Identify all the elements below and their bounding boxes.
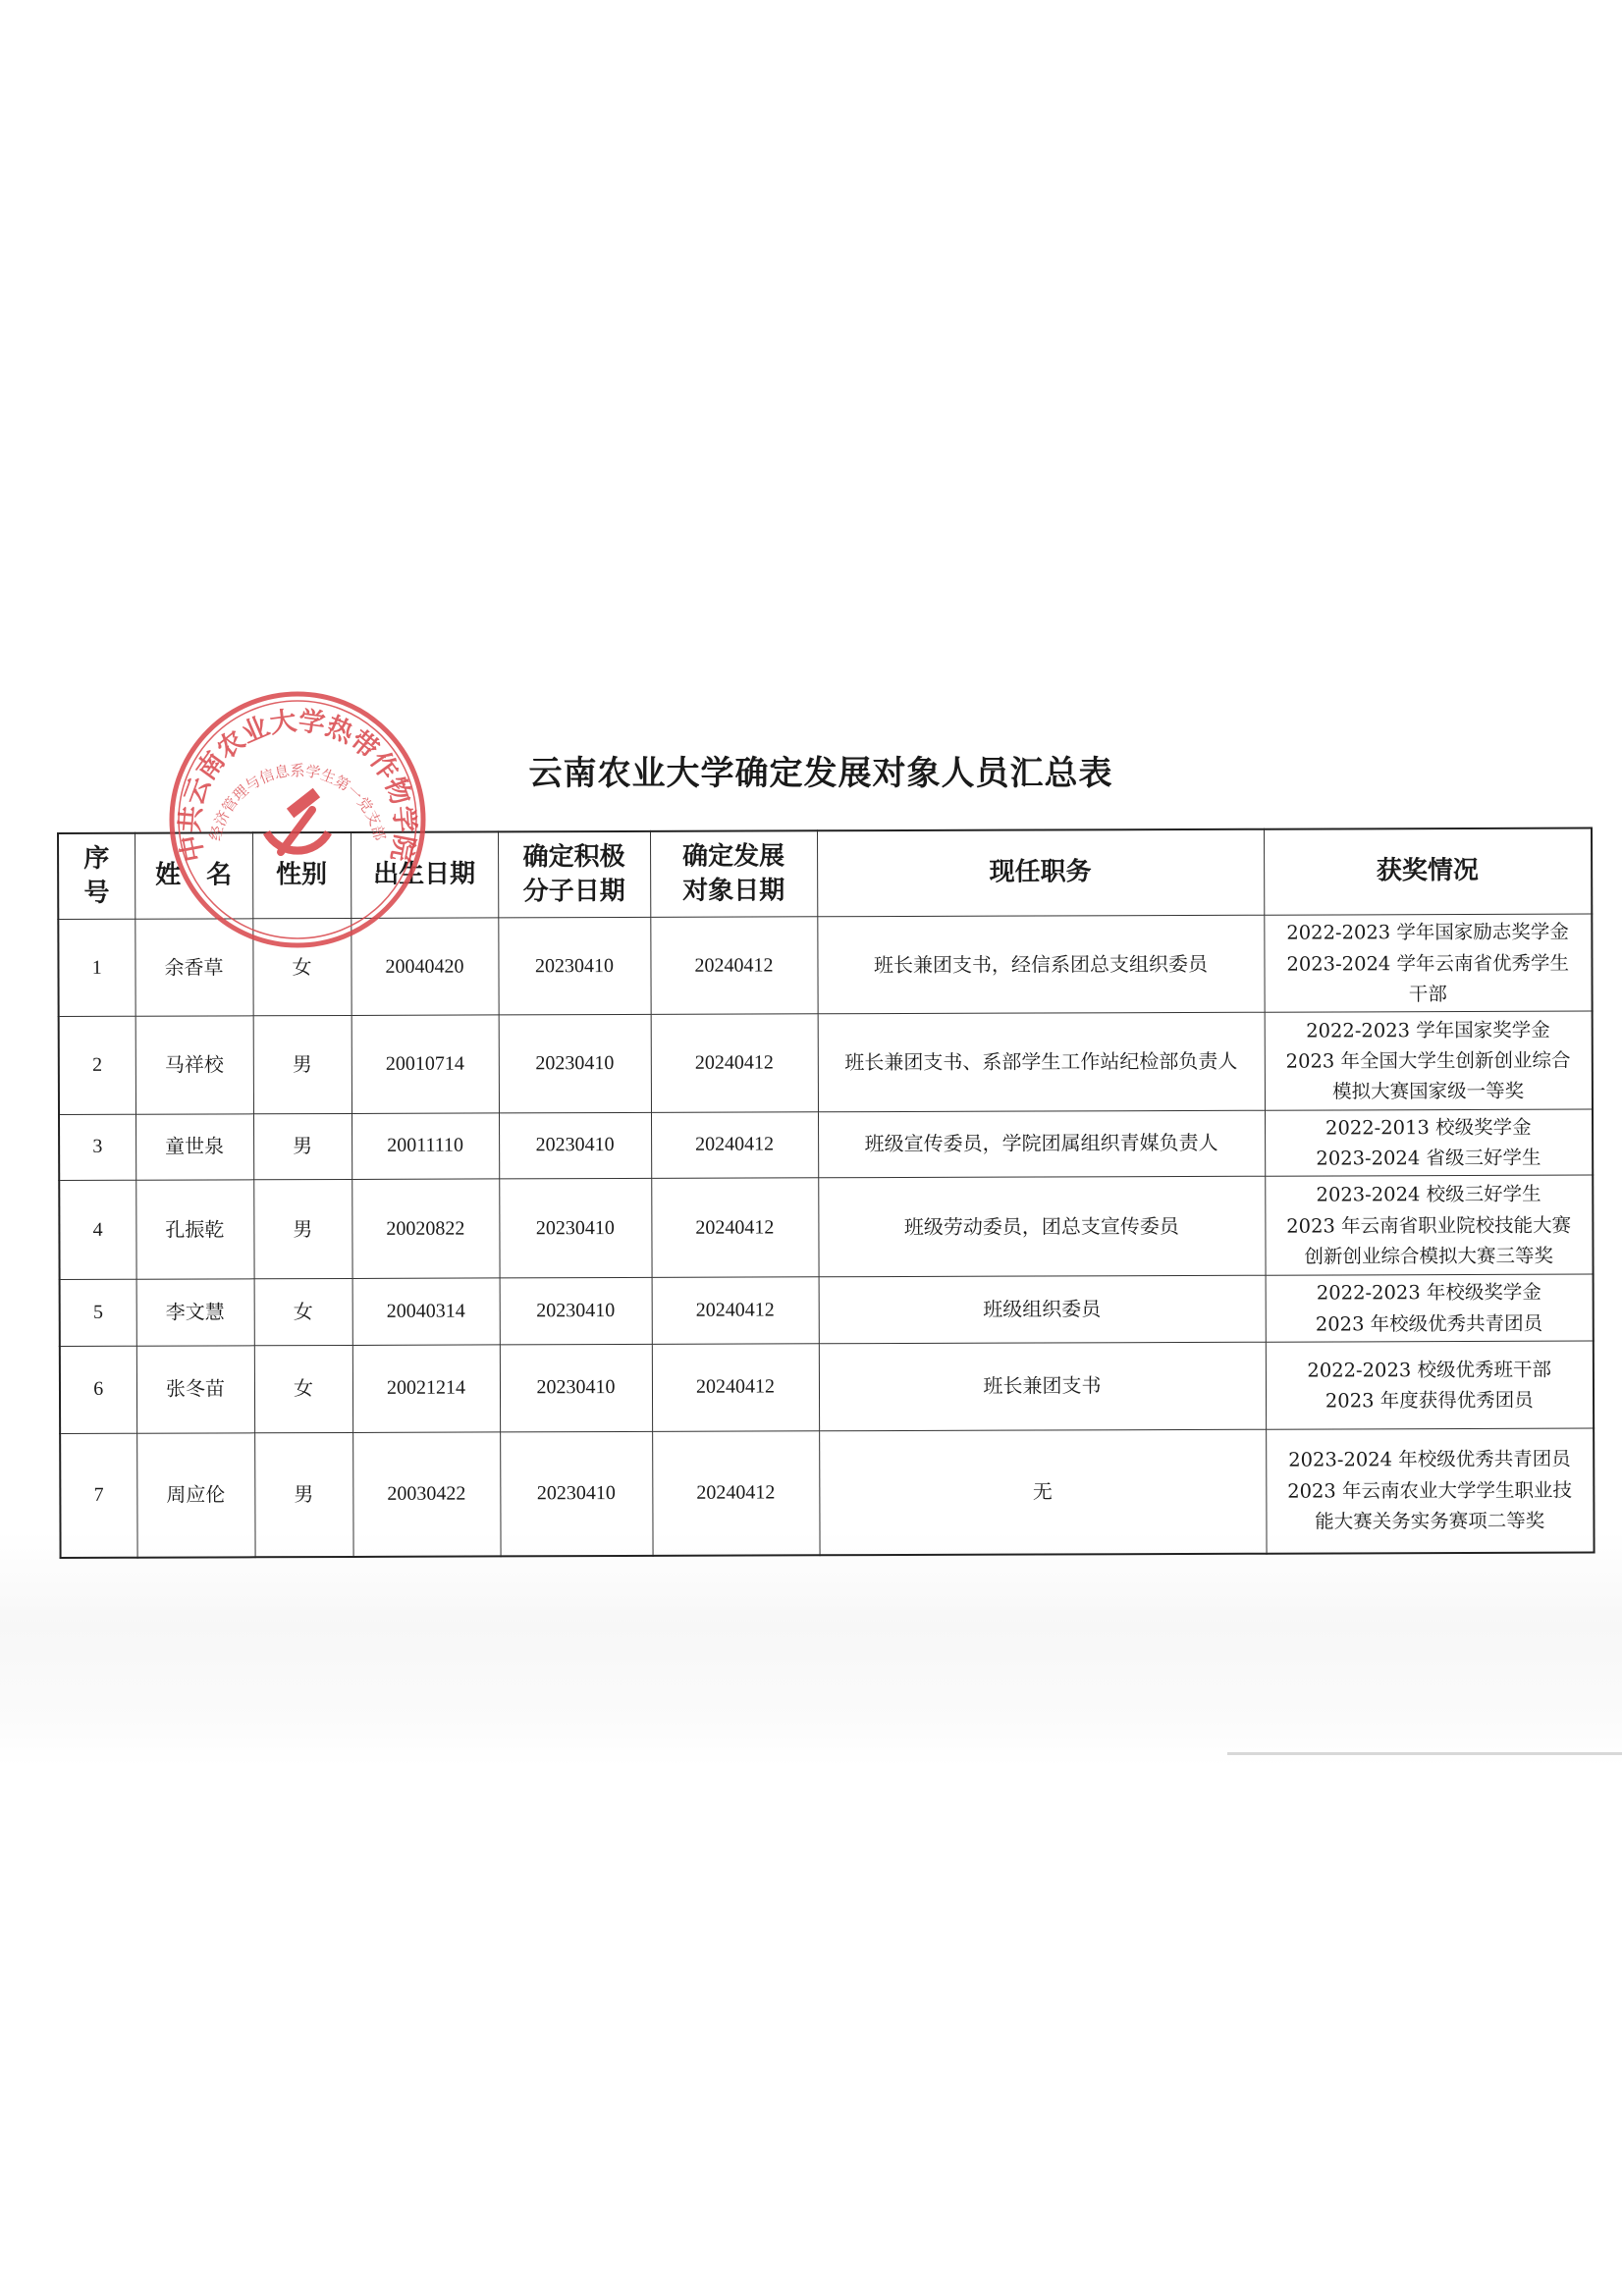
row-no: 6 <box>60 1346 136 1433</box>
row-gender: 男 <box>253 1113 351 1180</box>
row-awards <box>1266 1274 1594 1342</box>
header-gender: 性别 <box>252 832 351 919</box>
row-activist-date: 20230410 <box>500 1344 652 1431</box>
row-name: 余香草 <box>135 919 252 1017</box>
award-line: 2022-2013 校级奖学金 <box>1325 1115 1532 1140</box>
scan-shadow <box>0 1531 1622 1767</box>
row-gender: 女 <box>254 1279 352 1346</box>
header-awards: 获奖情况 <box>1264 828 1592 916</box>
award-line: 2023-2024 校级三好学生 <box>1316 1183 1541 1206</box>
row-gender: 男 <box>254 1432 352 1557</box>
header-position: 现任职务 <box>817 829 1264 917</box>
row-name: 马祥校 <box>135 1016 253 1114</box>
row-position: 班级宣传委员，学院团属组织青媒负责人 <box>818 1110 1265 1178</box>
row-activist-date: 20230410 <box>499 1015 651 1113</box>
row-awards <box>1265 1175 1593 1275</box>
table-row <box>60 1428 1594 1558</box>
row-activist-date: 20230410 <box>500 1431 652 1556</box>
row-birth-date: 20011110 <box>351 1112 499 1179</box>
table-row <box>60 1274 1594 1346</box>
row-candidate-date: 20240412 <box>651 1111 818 1178</box>
award-line: 2023 年云南省职业院校技能大赛 <box>1286 1213 1572 1238</box>
row-candidate-date: 20240412 <box>650 917 817 1015</box>
seal-outer-text: 中共云南农业大学热带作物学院 <box>175 706 420 865</box>
party-branch-seal <box>165 687 430 952</box>
row-no: 1 <box>58 919 135 1017</box>
award-line: 干部 <box>1408 982 1447 1005</box>
award-line: 2022-2023 学年国家励志奖学金 <box>1286 920 1569 944</box>
row-birth-date: 20040420 <box>351 918 498 1016</box>
row-no: 2 <box>59 1016 135 1114</box>
award-line: 2023-2024 学年云南省优秀学生 <box>1286 951 1570 976</box>
row-awards <box>1265 1011 1593 1109</box>
row-no: 3 <box>59 1114 135 1181</box>
header-candidate-date: 确定发展 对象日期 <box>650 830 817 917</box>
row-birth-date: 20010714 <box>351 1015 499 1113</box>
row-awards <box>1265 1109 1593 1177</box>
award-line: 2022-2023 年校级奖学金 <box>1316 1281 1541 1305</box>
row-activist-date: 20230410 <box>499 1179 651 1278</box>
award-line: 2022-2023 学年国家奖学金 <box>1306 1018 1550 1042</box>
award-line: 2023 年全国大学生创新创业综合 <box>1285 1048 1571 1073</box>
row-gender: 女 <box>254 1345 352 1432</box>
row-position: 班长兼团支书，经信系团总支组织委员 <box>817 915 1264 1014</box>
row-no: 5 <box>60 1279 136 1346</box>
hammer-sickle-icon <box>263 788 332 855</box>
document-title: 云南农业大学确定发展对象人员汇总表 <box>528 754 1113 793</box>
table-row <box>59 1011 1593 1114</box>
row-birth-date: 20021214 <box>352 1345 500 1432</box>
row-candidate-date: 20240412 <box>652 1344 819 1431</box>
header-no: 序 号 <box>58 833 135 920</box>
award-line: 2023-2024 年校级优秀共青团员 <box>1288 1448 1571 1472</box>
award-line: 创新创业综合模拟大赛三等奖 <box>1304 1244 1554 1268</box>
award-line: 2023 年度获得优秀团员 <box>1325 1388 1534 1413</box>
table-row <box>59 1109 1593 1181</box>
row-gender: 男 <box>253 1180 351 1279</box>
row-awards <box>1266 1428 1594 1554</box>
row-awards <box>1264 914 1592 1012</box>
scan-edge <box>1227 1752 1622 1755</box>
row-birth-date: 20040314 <box>352 1278 500 1345</box>
award-line: 2023 年云南农业大学学生职业技 <box>1287 1478 1573 1503</box>
award-line: 2023-2024 省级三好学生 <box>1316 1146 1541 1170</box>
row-name: 孔振乾 <box>135 1180 253 1279</box>
row-position: 班长兼团支书 <box>819 1342 1266 1430</box>
row-birth-date: 20020822 <box>351 1179 499 1278</box>
row-candidate-date: 20240412 <box>651 1178 818 1277</box>
row-no: 7 <box>60 1433 136 1558</box>
table-row <box>59 1175 1593 1279</box>
row-gender: 男 <box>253 1016 351 1114</box>
row-awards <box>1266 1341 1594 1429</box>
row-name: 童世泉 <box>135 1113 253 1180</box>
award-line: 模拟大赛国家级一等奖 <box>1332 1079 1525 1103</box>
award-line: 2023 年校级优秀共青团员 <box>1315 1311 1543 1336</box>
row-name: 周应伦 <box>136 1432 254 1557</box>
row-position: 班级组织委员 <box>819 1275 1266 1343</box>
row-no: 4 <box>59 1181 135 1280</box>
row-activist-date: 20230410 <box>498 917 650 1015</box>
award-line: 能大赛关务实务赛项二等奖 <box>1315 1509 1545 1533</box>
award-line: 2022-2023 校级优秀班干部 <box>1307 1358 1551 1382</box>
row-position: 无 <box>819 1429 1266 1556</box>
row-name: 张冬苗 <box>136 1346 254 1433</box>
row-activist-date: 20230410 <box>500 1277 652 1344</box>
row-name: 李文慧 <box>136 1279 254 1346</box>
header-birth-date: 出生日期 <box>351 831 498 918</box>
row-candidate-date: 20240412 <box>652 1430 819 1556</box>
table-row <box>60 1341 1594 1433</box>
row-position: 班长兼团支书、系部学生工作站纪检部负责人 <box>818 1012 1265 1111</box>
row-activist-date: 20230410 <box>499 1112 651 1179</box>
row-candidate-date: 20240412 <box>651 1014 818 1112</box>
row-gender: 女 <box>252 918 351 1016</box>
seal-inner-text: 经济管理与信息系学生第一党支部 <box>206 762 389 843</box>
row-position: 班级劳动委员，团总支宣传委员 <box>818 1177 1265 1277</box>
row-candidate-date: 20240412 <box>652 1277 819 1344</box>
header-name: 姓 名 <box>135 832 252 919</box>
header-activist-date: 确定积极 分子日期 <box>498 831 650 918</box>
row-birth-date: 20030422 <box>352 1431 500 1556</box>
